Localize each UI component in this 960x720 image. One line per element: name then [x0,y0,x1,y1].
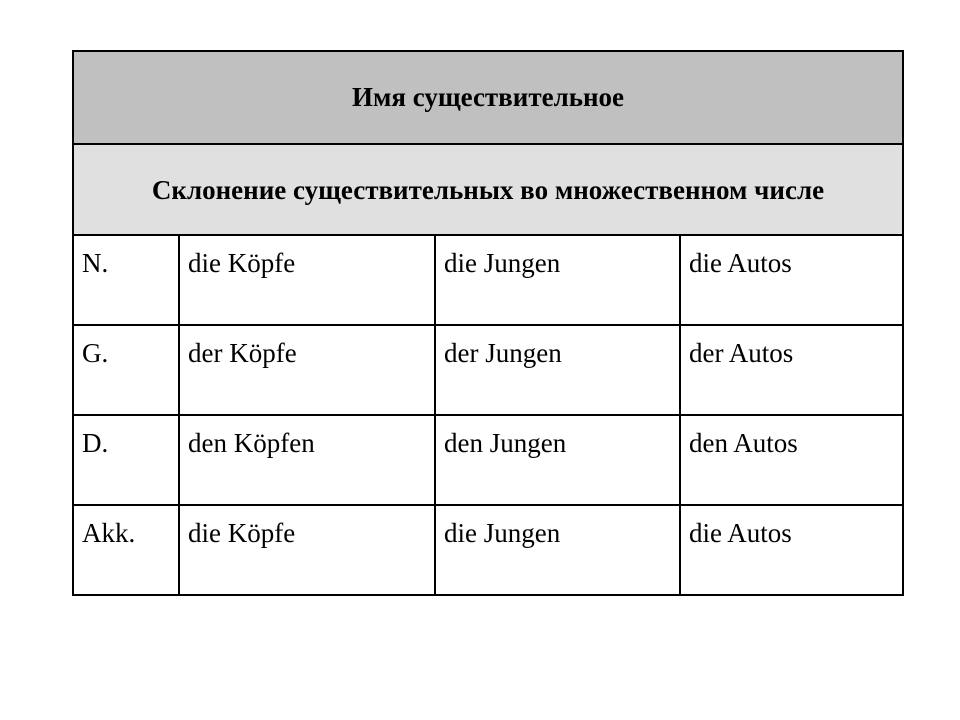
table-cell: die Köpfe [180,506,436,594]
case-label: D. [74,416,180,504]
case-label: G. [74,326,180,414]
case-label: Akk. [74,506,180,594]
table-cell: die Jungen [436,236,681,324]
table-cell: die Autos [689,248,792,278]
table-row [74,506,902,594]
table-cell: die Jungen [436,506,681,594]
table-subtitle: Склонение существительных во множественном числе [151,174,825,205]
table-title-row [74,52,902,145]
table-row [74,416,902,506]
table-subtitle-row [74,145,902,236]
case-label: N. [74,236,180,324]
table-cell: die Köpfe [180,236,436,324]
table-cell: der Autos [689,338,794,368]
table-row [74,326,902,416]
table-cell: der Köpfe [180,326,436,414]
table-row [74,236,902,326]
table-cell: die Autos [689,518,792,548]
table-cell: den Köpfen [180,416,436,504]
table-cell: den Autos [689,428,798,458]
table-cell: der Jungen [436,326,681,414]
table-title: Имя существительное [351,82,625,112]
declension-table [72,50,904,596]
table-cell: den Jungen [436,416,681,504]
